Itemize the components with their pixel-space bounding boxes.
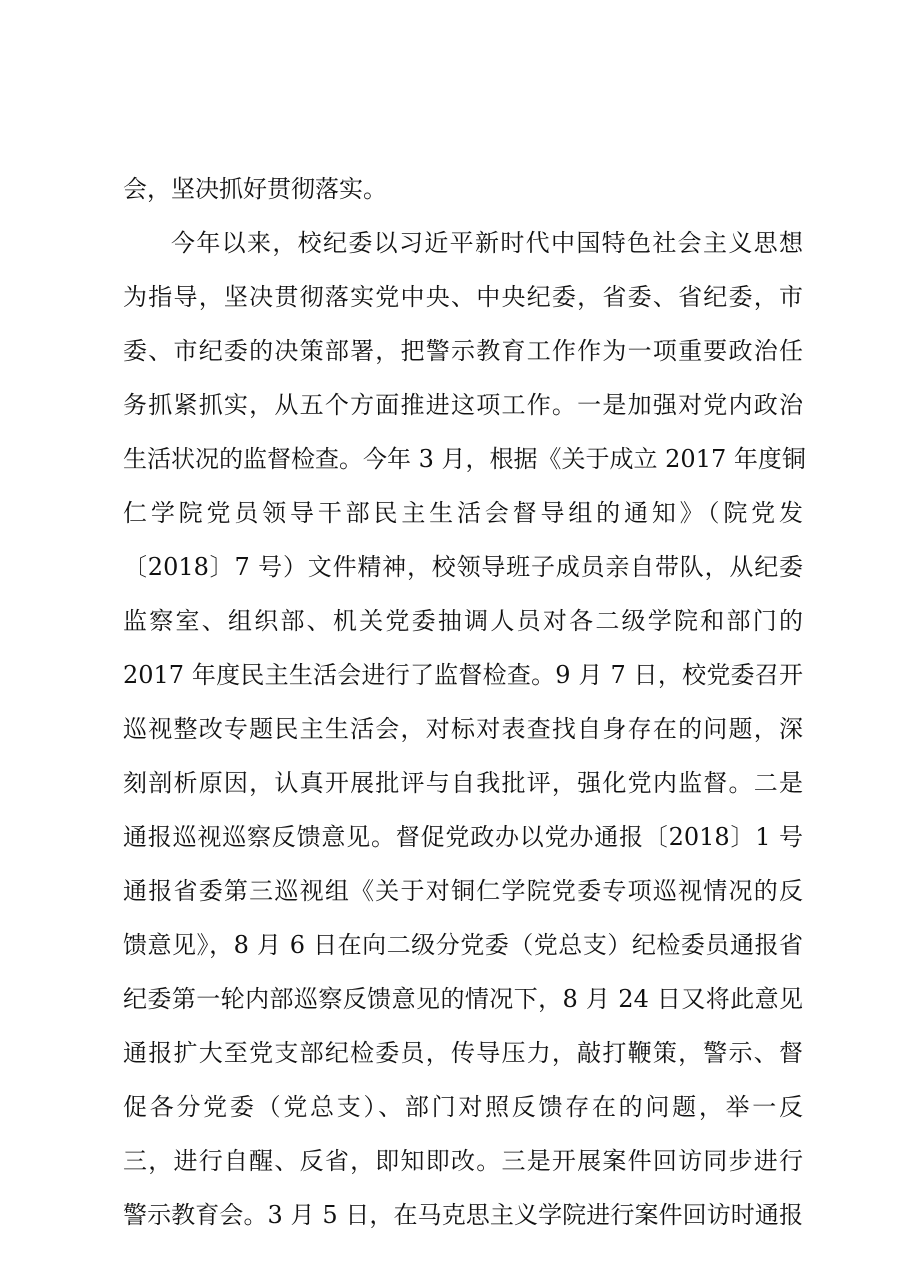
text-line: 为指导，坚决贯彻落实党中央、中央纪委，省委、省纪委，市 (123, 283, 803, 311)
text-line: 生活状况的监督检查。今年 3 月，根据《关于成立 2017 年度铜 (123, 445, 806, 473)
text-line: 务抓紧抓实，从五个方面推进这项工作。一是加强对党内政治 (123, 391, 803, 419)
text-line: 促各分党委（党总支）、部门对照反馈存在的问题，举一反 (123, 1093, 803, 1121)
text-line: 馈意见》，8 月 6 日在向二级分党委（党总支）纪检委员通报省 (123, 931, 803, 959)
text-line: 通报扩大至党支部纪检委员，传导压力，敲打鞭策，警示、督 (123, 1039, 803, 1067)
text-line: 刻剖析原因，认真开展批评与自我批评，强化党内监督。二是 (123, 769, 803, 797)
text-line: 警示教育会。3 月 5 日，在马克思主义学院进行案件回访时通报 (123, 1201, 803, 1229)
text-line: 2017 年度民主生活会进行了监督检查。9 月 7 日，校党委召开 (123, 661, 803, 689)
text-line: 仁学院党员领导干部民主生活会督导组的通知》（院党发 (123, 499, 803, 527)
body-text (123, 162, 806, 1242)
text-line: 通报巡视巡察反馈意见。督促党政办以党办通报〔2018〕1 号 (123, 823, 803, 851)
text-line: 监察室、组织部、机关党委抽调人员对各二级学院和部门的 (123, 607, 803, 635)
text-line: 纪委第一轮内部巡察反馈意见的情况下，8 月 24 日又将此意见 (123, 985, 803, 1013)
text-line: 通报省委第三巡视组《关于对铜仁学院党委专项巡视情况的反 (123, 877, 803, 905)
text-line: 委、市纪委的决策部署，把警示教育工作作为一项重要政治任 (123, 337, 803, 365)
text-line: 三，进行自醒、反省，即知即改。三是开展案件回访同步进行 (123, 1147, 803, 1175)
paragraph-first-line: 今年以来，校纪委以习近平新时代中国特色社会主义思想 (171, 229, 803, 257)
text-line: 巡视整改专题民主生活会，对标对表查找自身存在的问题，深 (123, 715, 803, 743)
text-line: 〔2018〕7 号）文件精神，校领导班子成员亲自带队，从纪委 (123, 553, 803, 581)
text-line: 会，坚决抓好贯彻落实。 (123, 175, 387, 203)
